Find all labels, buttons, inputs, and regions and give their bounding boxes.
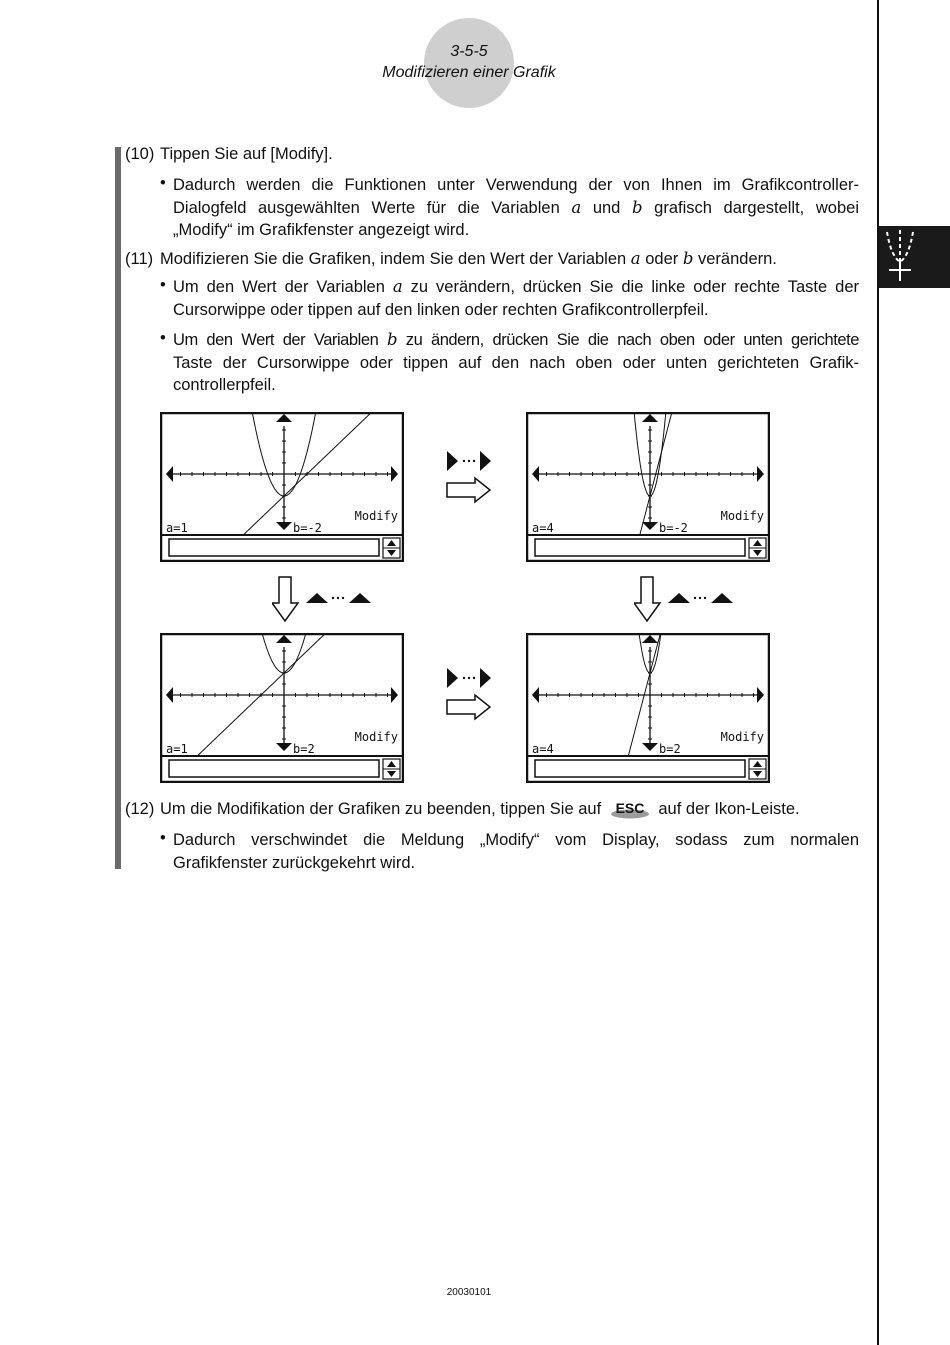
variable-b-label: b=-2	[659, 521, 688, 535]
variable-a-label: a=1	[166, 521, 188, 535]
graph-screen-svg	[526, 412, 770, 562]
step-number: (12)	[125, 800, 155, 818]
graph-screen-4	[526, 633, 770, 783]
down-arrow-icon	[272, 575, 376, 623]
variable-b-label: b=2	[659, 742, 681, 756]
graph-screen-2	[526, 412, 770, 562]
step-number: (11)	[125, 250, 154, 268]
message-input	[169, 539, 379, 556]
text-span: oder	[640, 250, 683, 268]
variable-b: b	[682, 249, 694, 268]
text-span: Um den Wert der Variablen	[173, 278, 393, 296]
text-span: Um die Modifikation der Grafiken zu beenden, tippen Sie auf	[160, 800, 602, 818]
step-10	[125, 145, 333, 164]
modify-label: Modify	[354, 509, 398, 523]
variable-a-label: a=1	[166, 742, 188, 756]
text-line: Grafikfenster zurückgekehrt wird.	[173, 853, 416, 872]
variable-b: b	[386, 330, 398, 349]
text-span: zu ändern, drücken Sie die nach oben oder unten gerichtete	[397, 331, 860, 349]
message-input	[169, 760, 379, 777]
margin-bar	[115, 147, 121, 869]
modify-label: Modify	[720, 509, 764, 523]
graph-screen-svg	[526, 633, 770, 783]
variable-a: a	[571, 197, 582, 217]
text-span: Dialogfeld ausgewählten Werte für die Variablen	[173, 198, 572, 217]
graph-screen-svg	[160, 633, 404, 783]
text-line: Dadurch werden die Funktionen unter Verwendung der von Ihnen im Grafikcontroller-	[173, 176, 859, 194]
text-line: Taste der Cursorwippe oder tippen auf den nach oben oder unten gerichteten Grafik-	[173, 353, 859, 372]
message-input	[535, 760, 745, 777]
text-span: Um den Wert der Variablen	[173, 331, 387, 349]
text-span: zu verändern, drücken Sie die linke oder rechte Taste der	[402, 278, 859, 296]
bullet-dot: •	[160, 276, 166, 294]
variable-b-label: b=-2	[293, 521, 322, 535]
text-line: „Modify“ im Grafikfenster angezeigt wird.	[173, 221, 470, 239]
right-arrow-icon	[445, 448, 495, 504]
page-edge-rule	[877, 0, 879, 1345]
text-line: Dadurch verschwindet die Meldung „Modify“ vom Display, sodass zum normalen	[173, 831, 859, 849]
variable-b-label: b=2	[293, 742, 315, 756]
variable-a: a	[630, 249, 641, 268]
variable-a-label: a=4	[532, 742, 554, 756]
esc-icon-label: ESC	[615, 800, 645, 816]
text-line: Cursorwippe oder tippen auf den linken oder rechten Grafikcontrollerpfeil.	[173, 300, 709, 319]
text-line	[173, 329, 859, 352]
variable-a-label: a=4	[532, 521, 554, 535]
section-title: Modifizieren einer Grafik	[382, 64, 556, 81]
modify-label: Modify	[354, 730, 398, 744]
step-12	[125, 799, 800, 819]
graph-screen-1	[160, 412, 404, 562]
text-line	[173, 197, 859, 220]
text-line	[173, 276, 859, 299]
step-11	[125, 249, 777, 269]
chapter-tab-icon	[879, 226, 950, 288]
message-input	[535, 539, 745, 556]
variable-a: a	[392, 277, 403, 296]
text-span: grafisch dargestellt, wobei	[642, 198, 859, 217]
variable-b: b	[631, 197, 643, 217]
esc-icon	[610, 799, 650, 819]
modify-label: Modify	[720, 730, 764, 744]
graph-screen-3	[160, 633, 404, 783]
chapter-tab	[879, 226, 950, 288]
section-number: 3-5-5	[450, 43, 488, 60]
bullet-dot: •	[160, 174, 166, 192]
text-span: Modifizieren Sie die Grafiken, indem Sie den Wert der Variablen	[160, 250, 631, 268]
graph-screen-svg	[160, 412, 404, 562]
step-number: (10)	[125, 145, 155, 163]
text-span: auf der Ikon-Leiste.	[658, 800, 800, 818]
text-span: verändern.	[693, 250, 777, 268]
step-text: Tippen Sie auf [Modify].	[160, 145, 333, 163]
down-arrow-icon	[634, 575, 738, 623]
header-circle	[424, 18, 514, 108]
bullet-dot: •	[160, 829, 166, 847]
right-arrow-icon	[445, 665, 495, 721]
text-line: controllerpfeil.	[173, 376, 276, 394]
footer-code: 20030101	[446, 1287, 492, 1298]
bullet-dot: •	[160, 329, 166, 347]
text-span: und	[581, 198, 632, 217]
